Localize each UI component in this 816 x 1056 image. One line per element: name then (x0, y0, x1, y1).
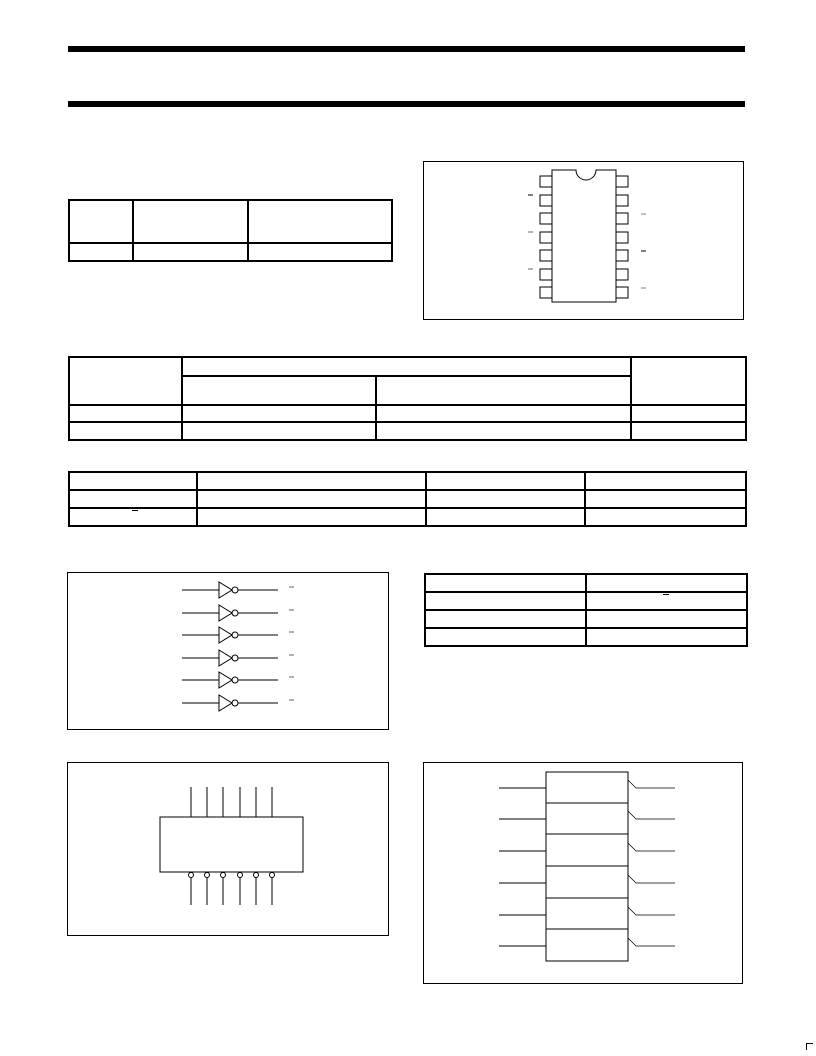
characteristics-table-header-cell (631, 357, 746, 405)
dip-pin-right (616, 232, 628, 243)
function-table-cell (425, 610, 586, 628)
dip-pin-right (616, 213, 628, 224)
device-table-header-cell (133, 200, 248, 243)
characteristics-table-subheader-cell (376, 376, 631, 405)
characteristics-table (68, 356, 747, 441)
logic-symbol-diagram (67, 572, 389, 730)
function-table-cell (586, 628, 747, 646)
function-table-cell (586, 592, 747, 610)
device-table-cell (69, 243, 133, 261)
dip-package-drawing (424, 162, 745, 321)
overbar-mark (132, 510, 138, 511)
dip-pin-left (540, 232, 552, 243)
iec-input-lines (499, 788, 546, 946)
dip-pin-left (540, 269, 552, 280)
iec-symbol-diagram (423, 762, 743, 984)
function-table-cell (425, 628, 586, 646)
ordering-table (68, 471, 747, 527)
ordering-table-cell (197, 508, 426, 526)
iec-output-lines (628, 780, 675, 946)
dip-pin-right (616, 195, 628, 206)
ordering-table-cell (585, 490, 746, 508)
ordering-table-cell (69, 508, 197, 526)
device-table-cell (248, 243, 392, 261)
ieee-output-pins (189, 873, 275, 906)
ieee-block (160, 817, 303, 872)
iec-blocks (546, 772, 628, 961)
characteristics-table-cell (376, 422, 631, 440)
ordering-table-header-cell (585, 472, 746, 490)
header-rule-top (68, 46, 745, 52)
function-table-header-cell (586, 574, 747, 592)
function-table-header-cell (425, 574, 586, 592)
ordering-table-header-cell (426, 472, 585, 490)
ordering-table-cell (197, 490, 426, 508)
dip-body (552, 170, 616, 302)
device-table (68, 199, 393, 262)
characteristics-table-subheader-cell (182, 376, 376, 405)
ordering-table-cell (426, 508, 585, 526)
dip-pin-right (616, 287, 628, 298)
device-table-header-cell (248, 200, 392, 243)
characteristics-table-cell (182, 422, 376, 440)
overbar-marks (289, 587, 294, 700)
ordering-table-cell (585, 508, 746, 526)
characteristics-table-cell (69, 405, 182, 422)
ieee-input-pins (191, 787, 272, 817)
function-table (424, 573, 748, 647)
dip-pin-left (540, 176, 552, 187)
device-table-cell (133, 243, 248, 261)
ordering-table-cell (69, 490, 197, 508)
ieee-symbol-diagram (67, 762, 389, 936)
ieee-block-drawing (68, 763, 390, 937)
dip-pin-left (540, 250, 552, 261)
dip-pin-left (540, 195, 552, 206)
characteristics-table-cell (69, 422, 182, 440)
inverter-array-drawing (68, 573, 390, 731)
characteristics-table-cell (631, 422, 746, 440)
overbar-mark (663, 594, 669, 595)
inverter-gates (182, 582, 278, 711)
device-table-header-cell (69, 200, 133, 243)
characteristics-table-cell (376, 405, 631, 422)
dip-pin-right (616, 269, 628, 280)
function-table-cell (425, 592, 586, 610)
characteristics-table-cell (631, 405, 746, 422)
dip-pin-left (540, 213, 552, 224)
characteristics-table-header-cell (69, 357, 182, 405)
ordering-table-cell (426, 490, 585, 508)
dip-pin-right (616, 176, 628, 187)
ordering-table-header-cell (69, 472, 197, 490)
iec-blocks-drawing (424, 763, 744, 985)
characteristics-table-header-cell (182, 357, 631, 376)
dip-pin-right (616, 250, 628, 261)
ordering-table-header-cell (197, 472, 426, 490)
characteristics-table-cell (182, 405, 376, 422)
crop-mark-icon (806, 1043, 813, 1050)
pin-configuration-diagram (423, 161, 744, 320)
function-table-cell (586, 610, 747, 628)
dip-pin-left (540, 287, 552, 298)
header-rule-bottom (68, 101, 745, 107)
